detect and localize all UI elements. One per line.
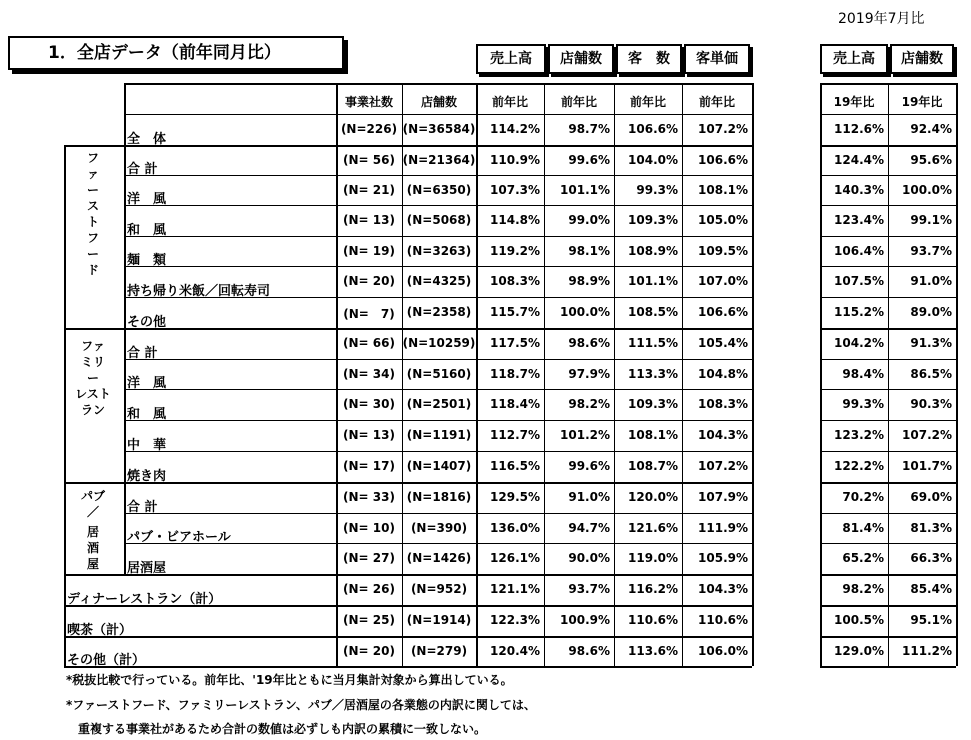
cell-store19: 86.5% — [910, 367, 952, 381]
cell-companies: (N= 20) — [343, 644, 395, 658]
cell-companies: (N= 21) — [343, 183, 395, 197]
row-label: 居酒屋 — [127, 561, 167, 574]
header-box-stores: 店舗数 — [548, 44, 614, 74]
cell-sales19: 100.5% — [834, 613, 884, 627]
cell-unit-price: 108.3% — [698, 397, 748, 411]
cell-sales: 129.5% — [490, 490, 540, 504]
cell-sales: 126.1% — [490, 551, 540, 565]
cell-unit-price: 105.9% — [698, 551, 748, 565]
grid-line — [820, 666, 956, 668]
cell-sales19: 122.2% — [834, 459, 884, 473]
cell-store-cnt: 98.6% — [568, 336, 610, 350]
cell-customers: 104.0% — [628, 153, 678, 167]
cell-store-cnt: 98.7% — [568, 122, 610, 136]
cell-sales19: 115.2% — [834, 305, 884, 319]
cell-companies: (N= 66) — [343, 336, 395, 350]
grid-line — [476, 83, 478, 666]
cell-sales: 107.3% — [490, 183, 540, 197]
row-label: 合 計 — [127, 500, 158, 513]
cell-sales19: 123.2% — [834, 428, 884, 442]
cell-customers: 108.5% — [628, 305, 678, 319]
row-label: 和 風 — [127, 223, 167, 236]
cell-customers: 119.0% — [628, 551, 678, 565]
grid-line — [64, 605, 752, 607]
cell-companies: (N= 26) — [343, 582, 395, 596]
cell-sales: 117.5% — [490, 336, 540, 350]
cell-customers: 106.6% — [628, 122, 678, 136]
cell-store19: 92.4% — [910, 122, 952, 136]
cell-store19: 89.0% — [910, 305, 952, 319]
column-header: 事業社数 — [344, 95, 393, 109]
grid-line — [64, 636, 752, 638]
cell-store19: 95.1% — [910, 613, 952, 627]
cell-unit-price: 107.2% — [698, 122, 748, 136]
cell-unit-price: 110.6% — [698, 613, 748, 627]
cell-unit-price: 107.9% — [698, 490, 748, 504]
cell-unit-price: 106.6% — [698, 305, 748, 319]
grid-line — [124, 543, 752, 544]
column-header: 店舗数 — [420, 95, 457, 109]
cell-store19: 85.4% — [910, 582, 952, 596]
grid-line — [336, 83, 338, 666]
column-header-19: 19年比 — [901, 95, 943, 109]
column-header: 前年比 — [629, 95, 666, 109]
header-box-unit-price: 客単価 — [684, 44, 750, 74]
cell-companies: (N= 34) — [343, 367, 395, 381]
cell-store-cnt: 99.6% — [568, 459, 610, 473]
cell-companies: (N= 7) — [343, 307, 395, 321]
cell-sales19: 81.4% — [842, 521, 884, 535]
row-label: 合 計 — [127, 346, 158, 359]
row-label: 喫茶（計） — [67, 623, 133, 636]
cell-stores: (N=10259) — [402, 336, 476, 350]
cell-store19: 99.1% — [910, 213, 952, 227]
cell-customers: 120.0% — [628, 490, 678, 504]
cell-sales: 119.2% — [490, 244, 540, 258]
cell-companies: (N= 30) — [343, 397, 395, 411]
cell-sales19: 65.2% — [842, 551, 884, 565]
cell-store-cnt: 101.1% — [560, 183, 610, 197]
cell-customers: 108.7% — [628, 459, 678, 473]
cell-stores: (N=36584) — [402, 122, 476, 136]
cell-sales19: 123.4% — [834, 213, 884, 227]
grid-line — [124, 451, 752, 452]
cell-customers: 99.3% — [636, 183, 678, 197]
group-label-pub: パブ ／ — [80, 489, 105, 519]
cell-companies: (N= 13) — [343, 428, 395, 442]
cell-sales: 110.9% — [490, 153, 540, 167]
cell-store19: 90.3% — [910, 397, 952, 411]
grid-line — [124, 266, 752, 267]
cell-sales19: 124.4% — [834, 153, 884, 167]
cell-stores: (N=2358) — [406, 305, 472, 319]
grid-line — [124, 83, 752, 85]
cell-companies: (N= 25) — [343, 613, 395, 627]
row-label: 焼き肉 — [127, 469, 167, 482]
grid-line — [614, 83, 615, 666]
cell-sales: 114.2% — [490, 122, 540, 136]
cell-sales19: 70.2% — [842, 490, 884, 504]
cell-companies: (N= 20) — [343, 274, 395, 288]
row-label: その他（計） — [67, 653, 146, 666]
cell-sales: 120.4% — [490, 644, 540, 658]
cell-stores: (N=4325) — [406, 274, 472, 288]
row-label: その他 — [127, 315, 167, 328]
cell-unit-price: 107.0% — [698, 274, 748, 288]
grid-line — [124, 420, 752, 421]
grid-line — [124, 175, 752, 176]
cell-unit-price: 105.0% — [698, 213, 748, 227]
cell-sales19: 98.4% — [842, 367, 884, 381]
grid-line — [820, 83, 822, 666]
grid-line — [402, 83, 403, 666]
cell-companies: (N= 19) — [343, 244, 395, 258]
cell-store19: 69.0% — [910, 490, 952, 504]
cell-sales: 122.3% — [490, 613, 540, 627]
grid-line — [124, 359, 752, 360]
report-date: 2019年7月比 — [838, 11, 925, 27]
cell-store-cnt: 100.9% — [560, 613, 610, 627]
grid-line — [64, 666, 752, 668]
grid-line — [752, 83, 754, 666]
cell-customers: 109.3% — [628, 397, 678, 411]
grid-line — [124, 297, 752, 298]
cell-store-cnt: 99.6% — [568, 153, 610, 167]
cell-sales: 108.3% — [490, 274, 540, 288]
group-label-family-restaurant: ファ ミリ ー レスト ラン — [75, 339, 111, 417]
grid-line — [64, 328, 752, 330]
grid-line — [124, 513, 752, 514]
grid-line — [124, 114, 752, 115]
cell-sales: 115.7% — [490, 305, 540, 319]
cell-unit-price: 107.2% — [698, 459, 748, 473]
cell-customers: 111.5% — [628, 336, 678, 350]
cell-companies: (N=226) — [340, 122, 398, 136]
header-box-customers: 客 数 — [616, 44, 682, 74]
row-label: 全 体 — [127, 132, 167, 145]
column-header: 前年比 — [698, 95, 735, 109]
group-label-izakaya: 居 酒 屋 — [86, 525, 99, 571]
cell-customers: 108.9% — [628, 244, 678, 258]
cell-companies: (N= 27) — [343, 551, 395, 565]
row-label: 和 風 — [127, 407, 167, 420]
cell-stores: (N=6350) — [406, 183, 472, 197]
cell-store19: 111.2% — [902, 644, 952, 658]
cell-stores: (N=1914) — [406, 613, 472, 627]
cell-stores: (N=390) — [410, 521, 468, 535]
cell-stores: (N=1191) — [406, 428, 472, 442]
cell-companies: (N= 10) — [343, 521, 395, 535]
cell-stores: (N=3263) — [406, 244, 472, 258]
cell-stores: (N=5068) — [406, 213, 472, 227]
cell-customers: 108.1% — [628, 428, 678, 442]
grid-line — [544, 83, 545, 666]
column-header: 前年比 — [491, 95, 528, 109]
cell-sales: 118.7% — [490, 367, 540, 381]
grid-line — [124, 389, 752, 390]
cell-store-cnt: 93.7% — [568, 582, 610, 596]
header-box-sales: 売上高 — [476, 44, 546, 74]
cell-customers: 121.6% — [628, 521, 678, 535]
column-header: 前年比 — [560, 95, 597, 109]
cell-unit-price: 104.3% — [698, 428, 748, 442]
row-label: 洋 風 — [127, 376, 167, 389]
cell-stores: (N=1426) — [406, 551, 472, 565]
cell-unit-price: 104.3% — [698, 582, 748, 596]
cell-unit-price: 109.5% — [698, 244, 748, 258]
cell-customers: 110.6% — [628, 613, 678, 627]
cell-unit-price: 106.0% — [698, 644, 748, 658]
cell-store19: 93.7% — [910, 244, 952, 258]
cell-sales: 112.7% — [490, 428, 540, 442]
cell-companies: (N= 33) — [343, 490, 395, 504]
cell-store-cnt: 99.0% — [568, 213, 610, 227]
note-2: *ファーストフード、ファミリーレストラン、パブ／居酒屋の各業態の内訳に関しては、 — [66, 698, 536, 712]
row-label: パブ・ビアホール — [127, 530, 231, 543]
group-label-fast-food: フ ァ ー ス ト フ ー ド — [86, 151, 99, 277]
cell-store19: 95.6% — [910, 153, 952, 167]
cell-customers: 101.1% — [628, 274, 678, 288]
cell-sales19: 99.3% — [842, 397, 884, 411]
row-label: 中 華 — [127, 438, 167, 451]
cell-store-cnt: 97.9% — [568, 367, 610, 381]
grid-line — [124, 83, 126, 574]
cell-store-cnt: 98.1% — [568, 244, 610, 258]
cell-companies: (N= 13) — [343, 213, 395, 227]
grid-line — [888, 83, 889, 666]
section-title: 1．全店データ（前年同月比） — [8, 36, 344, 70]
note-3: 重複する事業社があるため合計の数値は必ずしも内訳の累積に一致しない。 — [66, 722, 487, 736]
cell-sales: 118.4% — [490, 397, 540, 411]
cell-store19: 66.3% — [910, 551, 952, 565]
cell-companies: (N= 17) — [343, 459, 395, 473]
grid-line — [64, 482, 752, 484]
cell-store-cnt: 101.2% — [560, 428, 610, 442]
grid-line — [64, 145, 752, 147]
grid-line — [956, 83, 958, 666]
cell-sales: 121.1% — [490, 582, 540, 596]
cell-customers: 113.6% — [628, 644, 678, 658]
cell-customers: 116.2% — [628, 582, 678, 596]
header-box-stores-19: 店舗数 — [890, 44, 954, 74]
cell-unit-price: 104.8% — [698, 367, 748, 381]
cell-stores: (N=5160) — [406, 367, 472, 381]
grid-line — [64, 145, 66, 666]
grid-line — [124, 205, 752, 206]
row-label: 麺 類 — [127, 253, 167, 266]
cell-store19: 91.3% — [910, 336, 952, 350]
cell-companies: (N= 56) — [343, 153, 395, 167]
header-box-sales-19: 売上高 — [820, 44, 888, 74]
cell-unit-price: 111.9% — [698, 521, 748, 535]
cell-sales19: 129.0% — [834, 644, 884, 658]
cell-stores: (N=21364) — [402, 153, 476, 167]
note-1: *税抜比較で行っている。前年比、'19年比ともに当月集計対象から算出している。 — [66, 673, 513, 687]
cell-customers: 109.3% — [628, 213, 678, 227]
cell-stores: (N=952) — [410, 582, 468, 596]
cell-sales: 114.8% — [490, 213, 540, 227]
cell-sales19: 140.3% — [834, 183, 884, 197]
cell-store-cnt: 91.0% — [568, 490, 610, 504]
cell-customers: 113.3% — [628, 367, 678, 381]
grid-line — [682, 83, 683, 666]
grid-line — [64, 574, 752, 576]
cell-unit-price: 108.1% — [698, 183, 748, 197]
cell-store-cnt: 90.0% — [568, 551, 610, 565]
cell-store19: 100.0% — [902, 183, 952, 197]
cell-store-cnt: 98.2% — [568, 397, 610, 411]
cell-store19: 107.2% — [902, 428, 952, 442]
cell-sales19: 112.6% — [834, 122, 884, 136]
cell-store-cnt: 98.6% — [568, 644, 610, 658]
row-label: 合 計 — [127, 162, 158, 175]
row-label: 持ち帰り米飯／回転寿司 — [127, 284, 271, 297]
cell-sales: 136.0% — [490, 521, 540, 535]
row-label: ディナーレストラン（計） — [67, 592, 222, 605]
cell-stores: (N=1407) — [406, 459, 472, 473]
grid-line — [124, 236, 752, 237]
cell-sales19: 104.2% — [834, 336, 884, 350]
cell-store-cnt: 98.9% — [568, 274, 610, 288]
cell-unit-price: 106.6% — [698, 153, 748, 167]
cell-sales19: 107.5% — [834, 274, 884, 288]
column-header-19: 19年比 — [833, 95, 875, 109]
cell-unit-price: 105.4% — [698, 336, 748, 350]
cell-store19: 81.3% — [910, 521, 952, 535]
cell-store-cnt: 100.0% — [560, 305, 610, 319]
cell-stores: (N=2501) — [406, 397, 472, 411]
cell-stores: (N=279) — [410, 644, 468, 658]
cell-store19: 91.0% — [910, 274, 952, 288]
cell-stores: (N=1816) — [406, 490, 472, 504]
cell-store19: 101.7% — [902, 459, 952, 473]
row-label: 洋 風 — [127, 192, 167, 205]
cell-store-cnt: 94.7% — [568, 521, 610, 535]
cell-sales: 116.5% — [490, 459, 540, 473]
cell-sales19: 106.4% — [834, 244, 884, 258]
cell-sales19: 98.2% — [842, 582, 884, 596]
